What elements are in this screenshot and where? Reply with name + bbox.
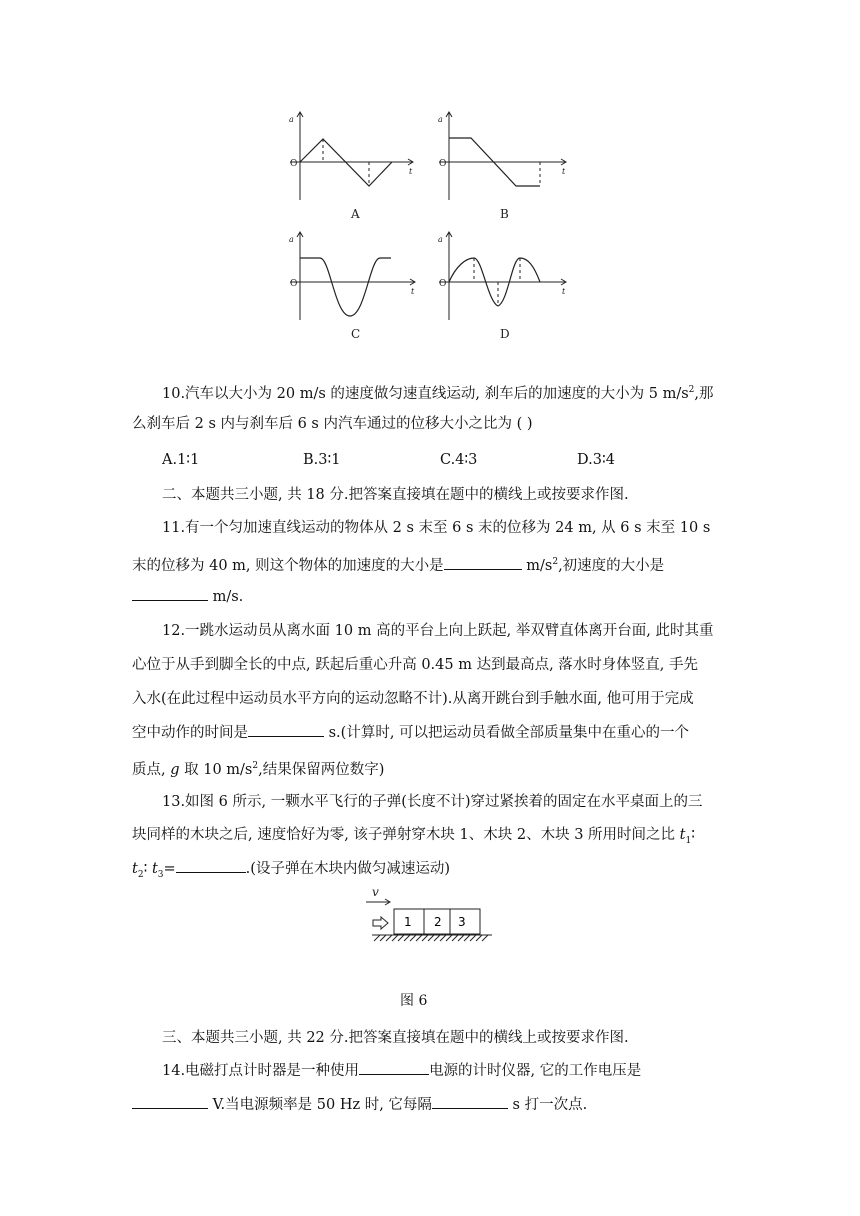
graph-d-y-label: a <box>438 235 443 244</box>
q14-power-blank[interactable] <box>359 1060 429 1075</box>
section3-heading: 三、本题共三小题, 共 22 分.把答案直接填在题中的横线上或按要求作图. <box>162 1030 629 1046</box>
figure-6-caption: 图 6 <box>400 993 428 1009</box>
graph-b-x-label: t <box>562 167 566 176</box>
velocity-label: v <box>372 885 379 899</box>
q10-option-a: A.1∶1 <box>162 452 200 468</box>
graph-d-x-label: t <box>562 287 566 296</box>
graph-c-y-label: a <box>289 235 294 244</box>
graph-b-label: B <box>500 207 509 221</box>
graph-a <box>285 112 420 202</box>
ground-hatching <box>374 935 488 941</box>
q12-line2: 心位于从手到脚全长的中点, 跃起后重心升高 0.45 m 达到最高点, 落水时身体竖直, 手先 <box>132 657 699 673</box>
q10-option-b: B.3∶1 <box>303 452 341 468</box>
q10-option-d: D.3∶4 <box>577 452 615 468</box>
graph-a-y-label: a <box>289 115 294 124</box>
section2-heading: 二、本题共三小题, 共 18 分.把答案直接填在题中的横线上或按要求作图. <box>162 487 629 503</box>
q14-line2: V.当电源频率是 50 Hz 时, 它每隔 s 打一次点. <box>132 1094 732 1115</box>
q13-line3: $t_2∶$ $t_3=$ .(设子弹在木块内做匀减速运动) <box>132 858 732 885</box>
q14-voltage-blank[interactable] <box>132 1094 208 1109</box>
q14-line1: 14.电磁打点计时器是一种使用 电源的计时仪器, 它的工作电压是 <box>162 1060 762 1081</box>
q11-velocity-blank[interactable] <box>132 586 208 601</box>
graph-c-label: C <box>351 327 361 341</box>
q14-interval-blank[interactable] <box>432 1094 508 1109</box>
q13-line1: 13.如图 6 所示, 一颗水平飞行的子弹(长度不计)穿过紧挨着的固定在水平桌面上的三 <box>162 794 703 810</box>
q11-line2: 末的位移为 40 m, 则这个物体的加速度的大小是 $m/s^2$,初速度的大小是 <box>132 552 732 576</box>
graph-c-plot <box>285 232 420 322</box>
block-1-label: 1 <box>404 915 412 929</box>
graph-d <box>434 232 574 322</box>
q12-time-blank[interactable] <box>248 722 324 737</box>
graph-a-x-label: t <box>409 167 413 176</box>
graph-b-origin: O <box>439 159 447 169</box>
block-2-label: 2 <box>434 915 442 929</box>
graph-d-label: D <box>500 327 510 341</box>
block-3-label: 3 <box>458 915 466 929</box>
bullet-icon <box>373 917 388 929</box>
graph-c-x-label: t <box>411 287 415 296</box>
q11-accel-blank[interactable] <box>444 555 522 570</box>
q10-line1: 10.汽车以大小为 20 m/s 的速度做匀速直线运动, 刹车后的加速度的大小为 5 $m/s^2$,那 <box>162 385 714 402</box>
figure-6 <box>366 884 496 944</box>
q12-line1: 12.一跳水运动员从离水面 10 m 高的平台上向上跃起, 举双臂直体离开台面, 此时其重 <box>162 623 714 639</box>
graph-a-plot <box>285 112 420 202</box>
graph-c <box>285 232 420 322</box>
graph-b-plot <box>434 112 574 202</box>
figure-6-diagram <box>366 884 496 944</box>
graph-c-origin: O <box>290 279 298 289</box>
q10-line2: 么刹车后 2 s 内与刹车后 6 s 内汽车通过的位移大小之比为 ( ) <box>132 416 533 432</box>
graph-a-origin: O <box>290 159 298 169</box>
q10-option-c: C.4∶3 <box>440 452 478 468</box>
q13-ratio-blank[interactable] <box>176 858 246 873</box>
graph-b-y-label: a <box>438 115 443 124</box>
graph-d-plot <box>434 232 574 322</box>
q13-line2: 块同样的木块之后, 速度恰好为零, 该子弹射穿木块 1、木块 2、木块 3 所用时间之比 $t_1∶$ <box>132 827 695 846</box>
graph-b <box>434 112 574 202</box>
graph-a-label: A <box>351 207 360 221</box>
q12-line4: 空中动作的时间是 s.(计算时, 可以把运动员看做全部质量集中在重心的一个 <box>132 722 732 743</box>
q12-line5: 质点, g 取 10 $m/s^2$,结果保留两位数字) <box>132 761 385 778</box>
q12-line3: 入水(在此过程中运动员水平方向的运动忽略不计).从离开跳台到手触水面, 他可用于完成 <box>132 691 694 707</box>
q11-line3: m/s. <box>132 586 732 607</box>
graph-d-origin: O <box>439 279 447 289</box>
q11-line1: 11.有一个匀加速直线运动的物体从 2 s 末至 6 s 末的位移为 24 m, 从 6 s 末至 10 s <box>162 520 711 536</box>
